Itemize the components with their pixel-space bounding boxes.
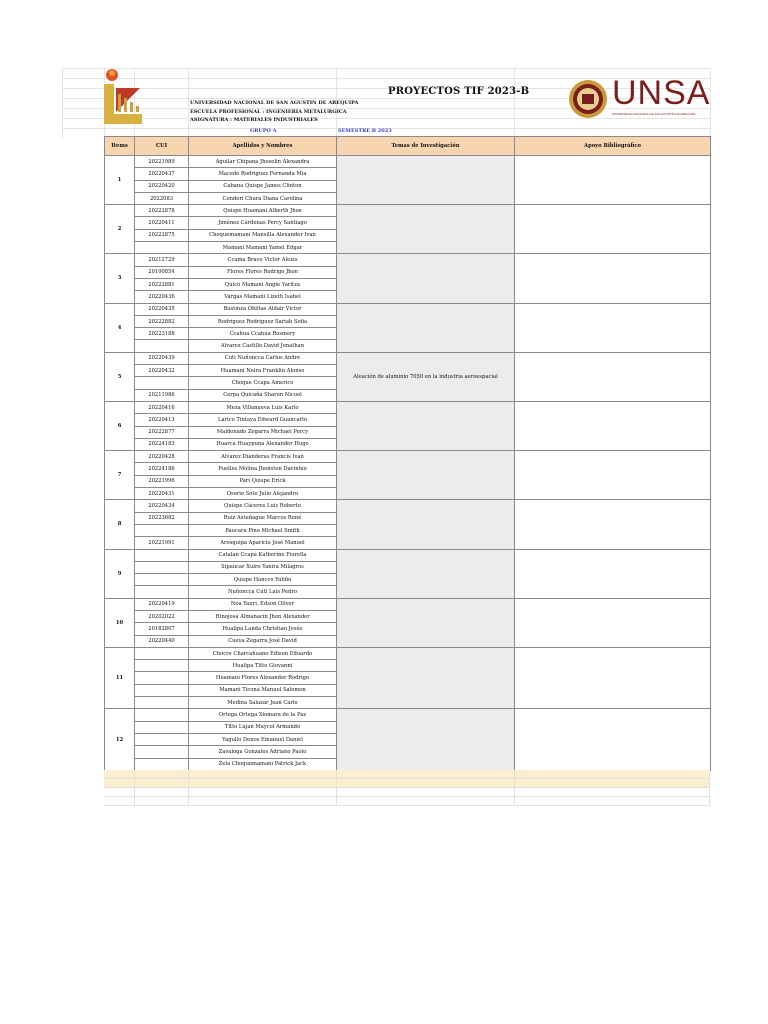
cui-cell <box>135 697 189 709</box>
item-number: 7 <box>105 451 135 500</box>
table-row <box>105 303 711 315</box>
table-row <box>105 598 711 610</box>
bibliography-cell <box>515 254 711 303</box>
bibliography-cell <box>515 500 711 549</box>
university-name: UNIVERSIDAD NACIONAL DE SAN AGUSTIN DE AREQUIPA <box>190 100 359 106</box>
cui-cell: 20220420 <box>135 180 189 192</box>
student-name-cell: Huamani Neira Franklin Alonso <box>189 365 337 377</box>
cui-cell: 20220431 <box>135 488 189 500</box>
unsa-seal-icon <box>568 76 608 122</box>
unsa-logo <box>568 74 711 124</box>
student-name-cell: Chocre Charcahuano Edison Eduardo <box>189 647 337 659</box>
item-number: 9 <box>105 549 135 598</box>
item-number: 2 <box>105 205 135 254</box>
cui-cell: 20221991 <box>135 537 189 549</box>
cui-cell: 20220439 <box>135 352 189 364</box>
cui-cell <box>135 672 189 684</box>
student-name-cell: Maldonado Zegarra Michael Percy <box>189 426 337 438</box>
table-row <box>105 709 711 721</box>
item-number: 5 <box>105 352 135 401</box>
student-name-cell: Ortega Ortega Xiomara de la Paz <box>189 709 337 721</box>
table-row <box>105 647 711 659</box>
cui-cell <box>135 586 189 598</box>
bibliography-cell <box>515 352 711 401</box>
cui-cell <box>135 758 189 770</box>
header-names: Apellidos y Nombres <box>189 137 337 156</box>
item-number: 11 <box>105 647 135 708</box>
cui-cell <box>135 561 189 573</box>
student-name-cell: Condori Chura Diana Carolina <box>189 192 337 204</box>
cui-cell: 20224186 <box>135 463 189 475</box>
table-body <box>105 156 711 771</box>
topic-cell <box>337 156 515 205</box>
bibliography-cell <box>515 303 711 352</box>
table-row <box>105 352 711 364</box>
bibliography-cell <box>515 709 711 770</box>
cui-cell: 20211986 <box>135 389 189 401</box>
table-row <box>105 401 711 413</box>
student-name-cell: Paucara Pino Michael Smith <box>189 524 337 536</box>
student-name-cell: Quispe Cáceres Luis Roberto <box>189 500 337 512</box>
cui-cell: 20220411 <box>135 217 189 229</box>
student-name-cell: Osorio Soto Julio Alejandro <box>189 488 337 500</box>
topic-cell <box>337 500 515 549</box>
student-name-cell: Zavaloga Gonzales Adriano Paolo <box>189 746 337 758</box>
semester-label: SEMESTRE B 2023 <box>338 128 392 134</box>
cui-cell: 20221989 <box>135 156 189 168</box>
cui-cell: 20220435 <box>135 303 189 315</box>
student-name-cell: Puelles Molina Jhonston Davinhio <box>189 463 337 475</box>
cui-cell <box>135 660 189 672</box>
student-name-cell: Cuti Nuñoncca Carlos Andre <box>189 352 337 364</box>
cui-cell <box>135 377 189 389</box>
bibliography-cell <box>515 549 711 598</box>
student-name-cell: Ruiz Astuñague Marcos René <box>189 512 337 524</box>
student-name-cell: Macedo Rodriguez Fernanda Mia <box>189 168 337 180</box>
student-name-cell: Pari Quispe Erick <box>189 475 337 487</box>
cui-cell: 20220416 <box>135 401 189 413</box>
table-row <box>105 254 711 266</box>
cui-cell: 20224183 <box>135 438 189 450</box>
table-header-row <box>105 137 711 156</box>
student-name-cell: Yagullo Denos Emanuel Daniel <box>189 733 337 745</box>
cui-cell: 20182807 <box>135 623 189 635</box>
student-name-cell: Hualipa Landa Christian Jesús <box>189 623 337 635</box>
student-name-cell: Arosquipa Aparicio José Manuel <box>189 537 337 549</box>
item-number: 6 <box>105 401 135 450</box>
student-name-cell: Larico Tintaya Edward Guancarlo <box>189 414 337 426</box>
cui-cell <box>135 340 189 352</box>
student-name-cell: Catalan Ccapa Katherine Fiorella <box>189 549 337 561</box>
unsa-logo-text: UNSA <box>612 74 711 112</box>
table-row <box>105 549 711 561</box>
student-name-cell: Quico Mamani Angie Yaritza <box>189 278 337 290</box>
bibliography-cell <box>515 205 711 254</box>
cui-cell: 20222875 <box>135 229 189 241</box>
cui-cell: 20220413 <box>135 414 189 426</box>
cui-cell: 20220437 <box>135 168 189 180</box>
header-info <box>190 99 358 125</box>
cui-cell: 20222878 <box>135 205 189 217</box>
bibliography-cell <box>515 451 711 500</box>
cui-cell: 20220419 <box>135 598 189 610</box>
student-name-cell: Sipaucar Xuiro Yanira Milagros <box>189 561 337 573</box>
cui-cell <box>135 709 189 721</box>
student-name-cell: Alvarez Castillo David Jonathan <box>189 340 337 352</box>
student-name-cell: Medina Salazar Jean Carlo <box>189 697 337 709</box>
item-number: 3 <box>105 254 135 303</box>
table-row <box>105 205 711 217</box>
course-name: ASIGNATURA : MATERIALES INDUSTRIALES <box>190 117 318 123</box>
bibliography-cell <box>515 156 711 205</box>
cui-cell <box>135 721 189 733</box>
topic-cell: Aleación de aluminio 7050 en la industria aeroespacial <box>337 352 515 401</box>
projects-table <box>104 136 711 771</box>
student-name-cell: Ccahua Ccahua Rosmery <box>189 328 337 340</box>
cui-cell <box>135 733 189 745</box>
cui-cell: 20220432 <box>135 365 189 377</box>
student-name-cell: Titto Lujan Maycol Armando <box>189 721 337 733</box>
item-number: 1 <box>105 156 135 205</box>
page-title: PROYECTOS TIF 2023-B <box>388 86 530 97</box>
group-label: GRUPO A <box>250 128 277 134</box>
unsa-logo-subtext: UNIVERSIDAD NACIONAL DE SAN AGUSTÍN DE AREQUIPA <box>612 112 696 116</box>
cui-cell: 20220436 <box>135 291 189 303</box>
faculty-logo-icon <box>102 68 146 126</box>
student-name-cell: Hinojosa Almanacin Jhon Alexander <box>189 610 337 622</box>
topic-cell <box>337 647 515 708</box>
bibliography-cell <box>515 598 711 647</box>
student-name-cell: Cabana Quispe James Clinton <box>189 180 337 192</box>
topic-cell <box>337 451 515 500</box>
topic-cell <box>337 303 515 352</box>
item-number: 12 <box>105 709 135 770</box>
cui-cell: 20223682 <box>135 512 189 524</box>
student-name-cell: Huarca Huaypuna Alexander Hugo <box>189 438 337 450</box>
student-name-cell: Quispe Hancco Yuliño <box>189 574 337 586</box>
header-topics: Temas de Investigación <box>337 137 515 156</box>
item-number: 4 <box>105 303 135 352</box>
student-name-cell: Nuñoncca Cuti Luis Pedro <box>189 586 337 598</box>
student-name-cell: Mamani Mamani Yamel Edgar <box>189 242 337 254</box>
student-name-cell: Zela Choquemamani Patrick Jack <box>189 758 337 770</box>
student-name-cell: Hualipa Titto Giovanni <box>189 660 337 672</box>
topic-cell <box>337 709 515 770</box>
cui-cell: 20190854 <box>135 266 189 278</box>
student-name-cell: Meza Villanueva Luis Karlo <box>189 401 337 413</box>
table-row <box>105 500 711 512</box>
topic-cell <box>337 254 515 303</box>
student-name-cell: Quispe Huamani Alberth Jhoe <box>189 205 337 217</box>
item-number: 8 <box>105 500 135 549</box>
header-bibliography: Apoyo Bibliográfico <box>515 137 711 156</box>
topic-cell <box>337 205 515 254</box>
header-items: Items <box>105 137 135 156</box>
student-name-cell: Rodriguez Rodriguez Sariah Sofia <box>189 315 337 327</box>
cui-cell <box>135 549 189 561</box>
student-name-cell: Vargas Mamani Lizeth Isabel <box>189 291 337 303</box>
cui-cell: 20222881 <box>135 278 189 290</box>
student-name-cell: Mamani Ticona Manuel Salomon <box>189 684 337 696</box>
cui-cell <box>135 524 189 536</box>
topic-cell <box>337 549 515 598</box>
student-name-cell: Choque Ccapa Americo <box>189 377 337 389</box>
student-name-cell: Huamani Flores Alexander Rodrigo <box>189 672 337 684</box>
cui-cell: 20220434 <box>135 500 189 512</box>
student-name-cell: Cerpa Quicaña Sharon Nicool <box>189 389 337 401</box>
student-name-cell: Noa Yauri, Edson Oliver <box>189 598 337 610</box>
cui-cell <box>135 647 189 659</box>
cui-cell: 20202022 <box>135 610 189 622</box>
student-name-cell: Alvarez Dianderas Francis Ivan <box>189 451 337 463</box>
cui-cell: 20220428 <box>135 451 189 463</box>
cui-cell: 20222877 <box>135 426 189 438</box>
cui-cell: 20223188 <box>135 328 189 340</box>
item-number: 10 <box>105 598 135 647</box>
student-name-cell: Flores Flores Rodrigo Jhon <box>189 266 337 278</box>
footer-grid <box>104 770 710 806</box>
student-name-cell: Cueva Zegarra José David <box>189 635 337 647</box>
cui-cell: 2022083 <box>135 192 189 204</box>
school-name: ESCUELA PROFESIONAL : INGENIERIA METALURGICA <box>190 108 347 115</box>
cui-cell <box>135 574 189 586</box>
cui-cell: 20220440 <box>135 635 189 647</box>
header-cui: CUI <box>135 137 189 156</box>
topic-cell <box>337 598 515 647</box>
cui-cell: 20221996 <box>135 475 189 487</box>
cui-cell <box>135 242 189 254</box>
student-name-cell: Choquemamani Mansilla Alexander Ivan <box>189 229 337 241</box>
bibliography-cell <box>515 647 711 708</box>
cui-cell: 20222882 <box>135 315 189 327</box>
cui-cell: 20212729 <box>135 254 189 266</box>
student-name-cell: Ccama Bravo Victor Alexis <box>189 254 337 266</box>
table-row <box>105 156 711 168</box>
cui-cell <box>135 746 189 758</box>
topic-cell <box>337 401 515 450</box>
student-name-cell: Jiménez Cárdenas Percy Santiago <box>189 217 337 229</box>
bibliography-cell <box>515 401 711 450</box>
table-row <box>105 451 711 463</box>
student-name-cell: Bustinza Ohlitas Aldair Victor <box>189 303 337 315</box>
cui-cell <box>135 684 189 696</box>
student-name-cell: Aguilar Chipana Jhoselin Alexandra <box>189 156 337 168</box>
